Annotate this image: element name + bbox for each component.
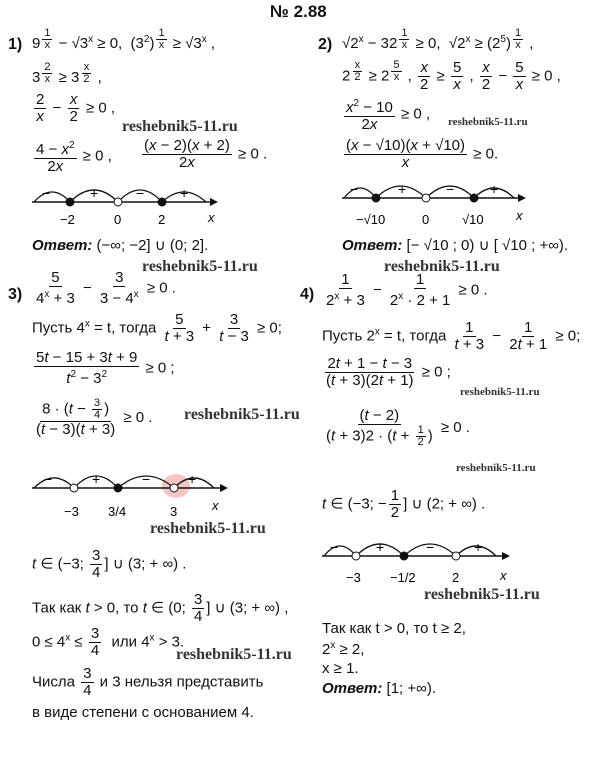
p4-answer-value: [1; +∞).	[386, 680, 437, 697]
p3-line-2: Пусть $4^x = t$, тогда $\frac{5}{t + 3}$ + $\frac{3}{t - 3}$ ≥ 0;	[32, 311, 282, 345]
watermark: reshebnik5-11.ru	[424, 586, 540, 603]
p4-sign-1: −	[330, 539, 339, 555]
problem-1-number: 1)	[8, 36, 23, 53]
p2-sign-2: +	[398, 181, 407, 197]
p1-line-4b: $\frac{(x - 2)(x + 2)}{2x}$ ≥ 0 .	[144, 137, 268, 171]
p3-line-9: в виде степени с основанием 4.	[32, 704, 254, 721]
p1-axis-var: x	[208, 210, 215, 225]
p4-line-7: $2^x \ge 2$,	[322, 640, 365, 658]
p4-sign-2: +	[376, 539, 385, 555]
p4-line-8: x ≥ 1.	[322, 660, 359, 677]
p1-sign-2: +	[90, 185, 99, 201]
watermark: reshebnik5-11.ru	[150, 520, 266, 537]
p4-tick-1: −3	[346, 570, 361, 585]
p3-line-3: $\frac{5t - 15 + 3t + 9}{t^2 - 3^2}$ ≥ 0 ;	[36, 349, 175, 387]
p2-answer-value: [− √10 ; 0) ∪ [ √10 ; +∞).	[406, 237, 569, 254]
p4-tick-2: −1/2	[390, 570, 416, 585]
watermark: reshebnik5-11.ru	[384, 258, 500, 275]
p1-line-1: 9 $^{\frac{1}{x}}$ − $√3^x \ge 0$, $(3^2)$ $^{\frac{1}{x}}$ ≥ $√3^x$ ,	[32, 28, 216, 53]
p2-answer-label: Ответ:	[342, 237, 403, 254]
p2-tick-2: 0	[422, 212, 430, 227]
p3-line-8: Числа $\frac{3}{4}$ и 3 нельзя представить	[32, 665, 264, 699]
p3-axis-var: x	[212, 498, 219, 513]
p4-answer	[322, 680, 436, 697]
watermark: reshebnik5-11.ru	[448, 116, 528, 128]
p4-line-2: Пусть $2^x = t$, тогда $\frac{1}{t + 3}$ − $\frac{1}{2t + 1}$ ≥ 0;	[322, 319, 581, 353]
watermark: reshebnik5-11.ru	[142, 258, 258, 275]
watermark: reshebnik5-11.ru	[460, 386, 540, 398]
p2-tick-3: √10	[462, 212, 484, 227]
problem-3-number: 3)	[8, 286, 23, 303]
p2-number-line	[338, 172, 538, 232]
p2-line-2: 2 $^{\frac{x}{2}}$ ≥ 2 $^{\frac{5}{x}}$ , $\frac{x}{2}$ ≥ $\frac{5}{x}$ , $\frac{x}{2}$ − $\frac{5}{x}$ ≥ 0 ,	[342, 60, 561, 93]
p3-tick-2: 3/4	[108, 504, 127, 519]
p3-sign-2: +	[92, 471, 101, 487]
watermark: reshebnik5-11.ru	[184, 406, 300, 423]
p2-line-1: $√2^x - 32$ $^{\frac{1}{x}}$ ≥ 0, $√2^x \ge (2^5)$ $^{\frac{1}{x}}$ ,	[342, 28, 534, 53]
p1-line-2: 3 $^{\frac{2}{x}}$ ≥ 3 $^{\frac{x}{2}}$ ,	[32, 61, 102, 87]
p1-tick-3: 2	[158, 212, 166, 227]
p3-line-6: Так как t > 0, то t ∈ (0; $\frac{3}{4}$ ] ∪ (3; + ∞) ,	[32, 591, 289, 625]
p3-sign-1: −	[44, 471, 53, 487]
problem-2-number: 2)	[318, 36, 333, 53]
p2-line-3: $\frac{x^2 - 10}{2x}$ ≥ 0 ,	[346, 98, 431, 133]
p4-sign-4: +	[474, 539, 483, 555]
p1-sign-3: −	[136, 185, 145, 201]
p4-line-6: Так как t > 0, то t ≥ 2,	[322, 620, 466, 637]
watermark: reshebnik5-11.ru	[456, 462, 536, 474]
p1-answer-label: Ответ:	[32, 237, 93, 254]
p1-answer-value: (−∞; −2] ∪ (0; 2].	[96, 237, 209, 254]
p3-line-4: 8 · (t − $\frac{3}{4}$ ) (t − 3)(t + 3) ≥ 0 .	[36, 397, 153, 438]
p2-line-4: $\frac{(x - √10)(x + √10)}{x}$ ≥ 0.	[346, 137, 499, 171]
p2-answer	[342, 236, 568, 254]
p2-sign-1: −	[350, 181, 359, 197]
p3-line-7: $0 \le 4^x$ ≤ $\frac{3}{4}$ или $4^x > 3$.	[32, 625, 185, 659]
p4-line-5: t ∈ (−3; − $\frac{1}{2}$ ] ∪ (2; + ∞) .	[322, 487, 486, 521]
p1-tick-2: 0	[114, 212, 122, 227]
p1-number-line	[28, 178, 228, 228]
p1-line-3: $\frac{2}{x}$ − $\frac{x}{2}$ ≥ 0 ,	[36, 91, 116, 125]
p4-answer-label: Ответ:	[322, 680, 383, 697]
p2-sign-3: −	[446, 181, 455, 197]
p4-line-1: $\frac{1}{2^x + 3}$ − $\frac{1}{2^x \cdot 2 + 1}$ ≥ 0 .	[326, 271, 488, 309]
p3-line-5: t ∈ (−3; $\frac{3}{4}$ ] ∪ (3; + ∞) .	[32, 547, 187, 581]
p2-tick-1: −√10	[356, 212, 386, 227]
p3-line-1: $\frac{5}{4^x + 3}$ − $\frac{3}{3 - 4^x}$ ≥ 0 .	[36, 269, 176, 307]
p1-answer	[32, 236, 208, 254]
p3-sign-4: +	[188, 471, 197, 487]
p1-sign-4: +	[180, 185, 189, 201]
p4-sign-3: −	[426, 539, 435, 555]
p1-tick-1: −2	[60, 212, 75, 227]
p3-tick-1: −3	[64, 504, 79, 519]
p3-tick-3: 3	[170, 504, 178, 519]
p1-sign-1: −	[42, 185, 51, 201]
p4-axis-var: x	[500, 568, 507, 583]
p1-line-4a: $\frac{4 - x^2}{2x}$ ≥ 0 ,	[36, 140, 112, 175]
watermark: reshebnik5-11.ru	[122, 118, 238, 135]
p4-line-3: $\frac{2t + 1 - t - 3}{(t + 3)(2t + 1)}$ ≥ 0 ;	[326, 355, 451, 389]
p4-number-line	[318, 530, 528, 624]
p4-tick-3: 2	[452, 570, 460, 585]
problem-4-number: 4)	[300, 286, 315, 303]
p2-axis-var: x	[516, 208, 523, 223]
p2-sign-4: +	[490, 181, 499, 197]
p3-sign-3: −	[142, 471, 151, 487]
p4-line-4: (t − 2) (t + 3)2 · (t + $\frac{1}{2}$ ) ≥ 0 .	[326, 407, 470, 448]
watermark: reshebnik5-11.ru	[176, 646, 292, 663]
page-title: № 2.88	[270, 2, 327, 21]
